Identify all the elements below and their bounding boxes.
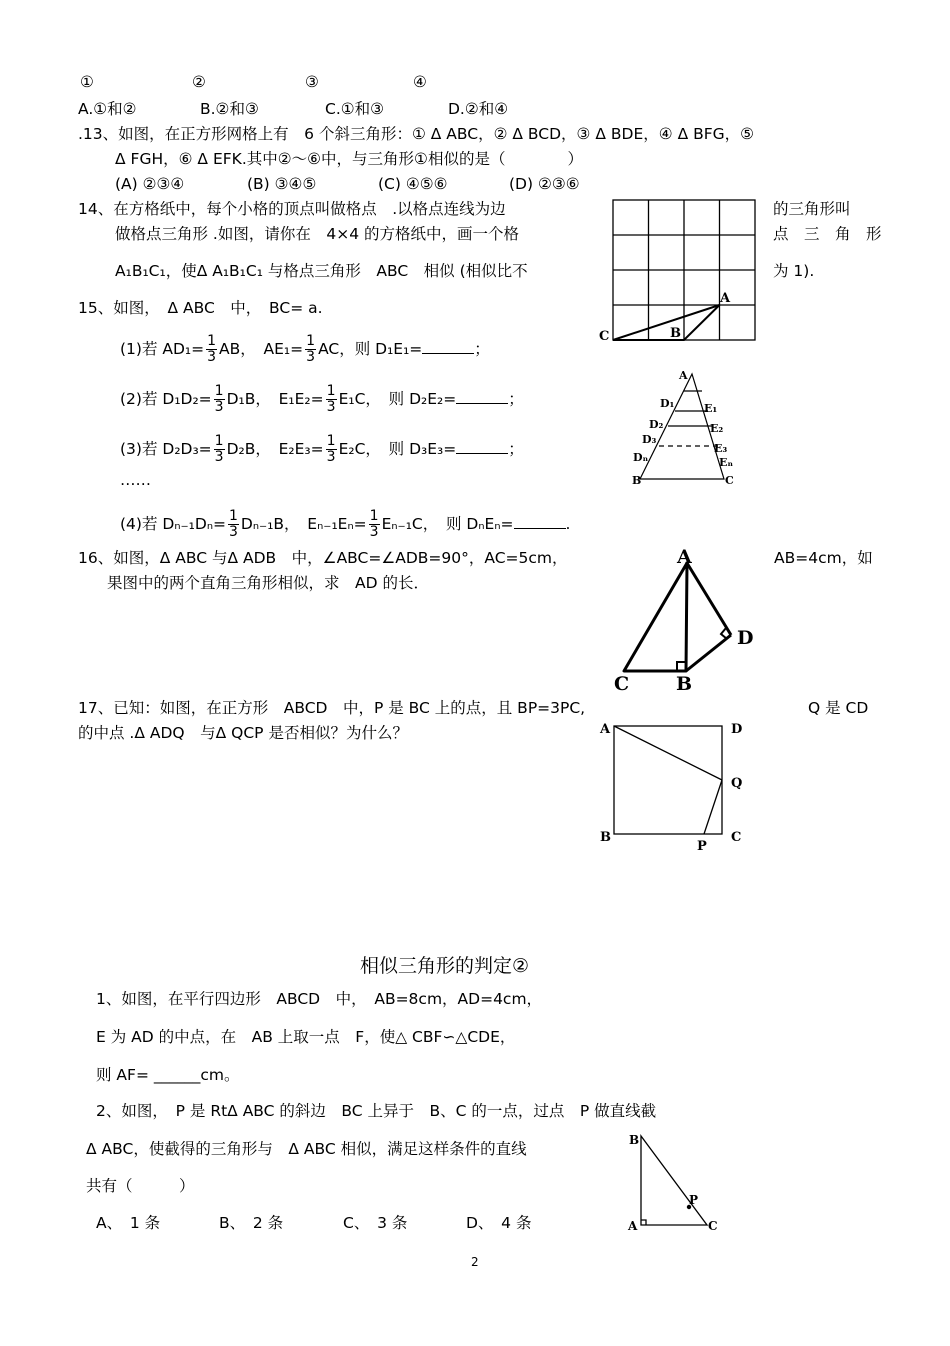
q14-grid-figure (596, 196, 766, 346)
q13-option-d: (D) ②③⑥ (509, 175, 580, 193)
q15-part-3 (120, 434, 524, 465)
s2q2-label-p: P (689, 1193, 699, 1207)
q15-p3-mid2: E₂C， 则 D₃E₃= (338, 440, 457, 458)
q14-line1-cont: 的三角形叫 (773, 200, 851, 218)
q15-p1-mid1: AB， AE₁= (219, 340, 304, 358)
q13-option-b: (B) ③④⑤ (247, 175, 317, 193)
q15-p4-mid2: Eₙ₋₁C， 则 DₙEₙ= (381, 515, 514, 533)
q17-label-a: A (600, 722, 611, 737)
s2q2-option-a: A、 1 条 (96, 1214, 161, 1232)
q15-p2-blank[interactable] (456, 403, 508, 404)
q14-line2-cont: 点 三 角 形 (773, 225, 882, 243)
q15-p4-end: . (565, 515, 571, 533)
q15-p4-pre: (4)若 Dₙ₋₁Dₙ= (120, 515, 226, 533)
s2q2-triangle-figure (624, 1128, 724, 1238)
q15-triangle-figure (622, 366, 747, 488)
s2q2-label-a: A (628, 1219, 638, 1233)
q16-line1-cont: AB=4cm，如 (774, 549, 873, 567)
s2q2-line3: 共有（ ） (86, 1177, 195, 1195)
q15-p4-mid1: Dₙ₋₁B， Eₙ₋₁Eₙ= (240, 515, 367, 533)
q16-label-a: A (677, 546, 692, 568)
s2q2-label-b: B (629, 1133, 640, 1147)
q17-line1-cont: Q 是 CD (808, 699, 869, 717)
s2q1-line2: E 为 AD 的中点，在 AB 上取一点 F，使△ CBF∽△CDE， (96, 1028, 516, 1046)
q15-label-e1: E₁ (704, 402, 718, 415)
q13-line1: .13、如图，在正方形网格上有 6 个斜三角形：① Δ ABC，② Δ BCD，③ Δ BDE，④ Δ BFG，⑤ (78, 125, 755, 143)
q12-marker-2: ② (192, 73, 206, 91)
q15-label-e3: E₃ (714, 442, 728, 455)
q15-part-1 (120, 334, 490, 365)
s2q2-line1: 2、如图， P 是 RtΔ ABC 的斜边 BC 上异于 B、C 的一点，过点 P 做直线截 (96, 1102, 657, 1120)
s2q2-option-d: D、 4 条 (466, 1214, 532, 1232)
q15-p1-end: ； (474, 340, 490, 358)
q15-label-c: C (725, 474, 734, 487)
q15-p3-frac-1: $\frac{1}{3}$ (214, 433, 224, 465)
q12-marker-4: ④ (413, 73, 427, 91)
q16-label-b: B (676, 673, 693, 693)
s2q1-line1: 1、如图，在平行四边形 ABCD 中， AB=8cm，AD=4cm， (96, 990, 543, 1008)
q15-part-2 (120, 384, 524, 415)
q17-line1: 17、已知：如图，在正方形 ABCD 中，P 是 BC 上的点，且 BP=3PC, (78, 699, 586, 717)
q17-label-q: Q (731, 776, 743, 791)
q15-label-d2: D₂ (649, 418, 664, 431)
q15-p2-mid1: D₁B， E₁E₂= (226, 390, 324, 408)
q13-option-c: (C) ④⑤⑥ (378, 175, 448, 193)
q12-option-c: C.①和③ (325, 100, 385, 118)
q14-label-b: B (670, 326, 681, 341)
q15-label-e2: E₂ (710, 422, 724, 435)
q15-p1-frac-2: $\frac{1}{3}$ (306, 333, 316, 365)
s2q1-line3: 则 AF= ______cm。 (96, 1066, 240, 1084)
q14-line1: 14、在方格纸中，每个小格的顶点叫做格点 .以格点连线为边 (78, 200, 506, 218)
q15-label-a: A (679, 369, 688, 382)
q12-option-d: D.②和④ (448, 100, 509, 118)
q15-label-en: Eₙ (719, 456, 734, 469)
q16-label-d: D (737, 627, 754, 649)
q16-triangle-figure (610, 543, 770, 693)
q14-label-a: A (720, 291, 731, 306)
q15-ellipsis: …… (120, 471, 151, 489)
q15-stem: 15、如图， Δ ABC 中， BC= a. (78, 299, 323, 317)
q15-p1-frac-1: $\frac{1}{3}$ (207, 333, 217, 365)
q15-p3-end: ； (508, 440, 524, 458)
q15-p1-mid2: AC，则 D₁E₁= (318, 340, 423, 358)
s2q2-line2: Δ ABC，使截得的三角形与 Δ ABC 相似，满足这样条件的直线 (86, 1140, 527, 1158)
q17-label-p: P (697, 839, 707, 854)
q15-p3-blank[interactable] (456, 453, 508, 454)
q17-square-figure (596, 716, 756, 854)
q15-label-d3: D₃ (642, 433, 657, 446)
q13-option-a: (A) ②③④ (115, 175, 185, 193)
q14-label-c: C (599, 329, 610, 344)
q15-p3-frac-2: $\frac{1}{3}$ (326, 433, 336, 465)
q15-p2-pre: (2)若 D₁D₂= (120, 390, 212, 408)
q13-line2: Δ FGH，⑥ Δ EFK.其中②～⑥中，与三角形①相似的是（ ） (115, 150, 583, 168)
q15-p2-frac-2: $\frac{1}{3}$ (326, 383, 336, 415)
q17-line2: 的中点 .Δ ADQ 与Δ QCP 是否相似？为什么？ (78, 724, 408, 742)
q16-line2: 果图中的两个直角三角形相似，求 AD 的长． (107, 574, 429, 592)
q15-p2-frac-1: $\frac{1}{3}$ (214, 383, 224, 415)
q15-label-b: B (632, 474, 642, 487)
q15-p1-pre: (1)若 AD₁= (120, 340, 205, 358)
q15-p2-mid2: E₁C， 则 D₂E₂= (338, 390, 457, 408)
q15-p3-mid1: D₂B， E₂E₃= (226, 440, 324, 458)
q15-p4-blank[interactable] (514, 528, 566, 529)
q17-label-d: D (731, 722, 743, 737)
q16-label-c: C (614, 673, 630, 693)
page-number: 2 (471, 1255, 479, 1269)
q15-p2-end: ； (508, 390, 524, 408)
s2q2-label-c: C (708, 1219, 718, 1233)
q15-label-dn: Dₙ (633, 451, 649, 464)
q14-line2: 做格点三角形 .如图，请你在 4×4 的方格纸中，画一个格 (115, 225, 519, 243)
q16-line1: 16、如图，Δ ABC 与Δ ADB 中，∠ABC=∠ADB=90°，AC=5cm， (78, 549, 568, 567)
s2q2-option-b: B、 2 条 (219, 1214, 284, 1232)
q12-option-b: B.②和③ (200, 100, 259, 118)
q17-label-c: C (731, 830, 742, 845)
q14-line3-cont: 为 1). (773, 262, 815, 280)
q14-line3: A₁B₁C₁，使Δ A₁B₁C₁ 与格点三角形 ABC 相似 (相似比不 (115, 262, 528, 280)
q17-label-b: B (600, 830, 611, 845)
q12-marker-3: ③ (305, 73, 319, 91)
section-title: 相似三角形的判定② (360, 955, 530, 977)
q15-p4-frac-2: $\frac{1}{3}$ (369, 508, 379, 540)
q12-marker-1: ① (80, 73, 94, 91)
q15-part-4 (120, 509, 570, 540)
q15-label-d1: D₁ (660, 397, 675, 410)
s2q2-option-c: C、 3 条 (343, 1214, 408, 1232)
q12-option-a: A.①和② (78, 100, 137, 118)
q15-p4-frac-1: $\frac{1}{3}$ (229, 508, 238, 540)
q15-p3-pre: (3)若 D₂D₃= (120, 440, 212, 458)
q15-p1-blank[interactable] (422, 353, 474, 354)
